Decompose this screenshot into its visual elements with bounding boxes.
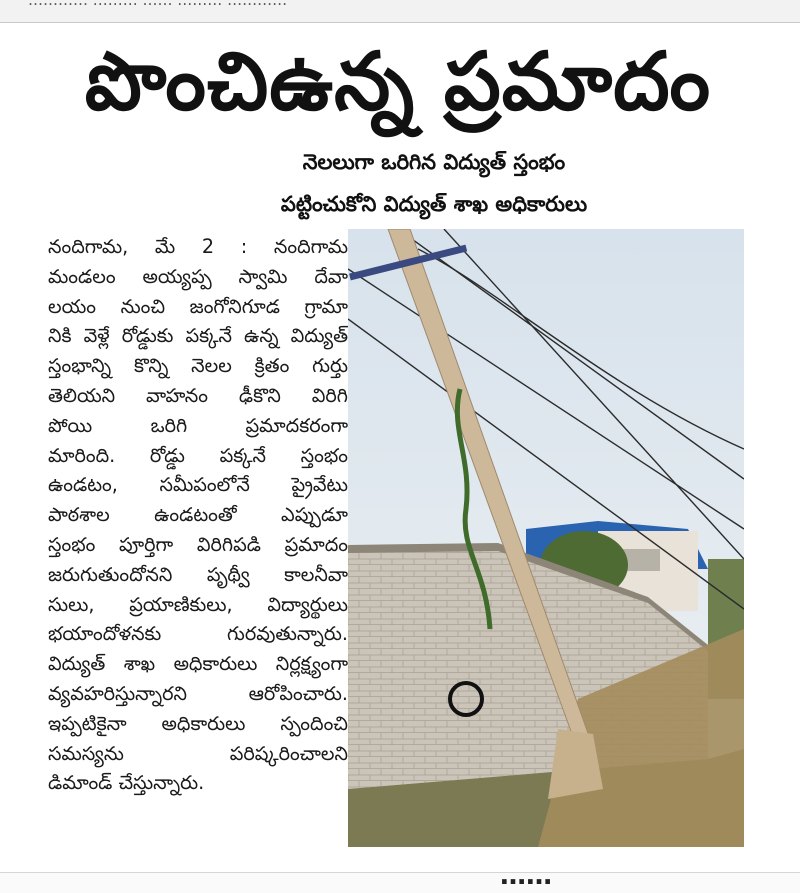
body-line: మారింది. రోడ్డు పక్కనే స్తంభం [48, 443, 348, 467]
bottom-clipping-strip [0, 861, 800, 893]
article-body [48, 232, 348, 798]
news-photo [348, 229, 744, 847]
body-line: భయాందోళనకు గురవుతున్నారు. [48, 622, 348, 646]
body-line: జరుగుతుందోనని పృథ్వీ కాలనీవా [48, 562, 348, 586]
body-line: విద్యుత్‌ శాఖ అధికారులు నిర్లక్ష్యంగా [48, 652, 348, 676]
body-line: సులు, ప్రయాణికులు, విద్యార్థులు [48, 592, 348, 616]
body-line: సమస్యను పరిష్కరించాలని [48, 741, 348, 765]
body-line: మండలం అయ్యప్ప స్వామి దేవా [48, 264, 348, 288]
body-line: పోయి ఒరిగి ప్రమాదకరంగా [48, 413, 348, 437]
body-line: నికి వెళ్లే రోడ్డుకు పక్కనే ఉన్న విద్యుత్‌ [48, 324, 348, 348]
body-line: ఉండటం, సమీపంలోనే ప్రైవేటు [48, 473, 348, 497]
photo-leaning-pole [348, 229, 744, 847]
cut-off-text: ………… ……… …… ……… ………… [28, 0, 288, 9]
news-article [36, 26, 760, 872]
body-line: స్తంభం పూర్తిగా విరిగిపడి ప్రమాదం [48, 532, 348, 556]
body-line: నందిగామ, మే 2 : నందిగామ [48, 235, 348, 258]
body-line: తెలియని వాహనం ఢీకొని విరిగి [48, 383, 348, 407]
top-clipping-strip [0, 0, 800, 23]
subheadline-2: పట్టించుకోని విద్యుత్‌ శాఖ అధికారులు [280, 192, 588, 216]
body-line: పాఠశాల ఉండటంతో ఎప్పుడూ [48, 503, 348, 527]
body-line: లయం నుంచి జంగోనిగూడ గ్రామా [48, 294, 348, 318]
body-line: డిమాండ్‌ చేస్తున్నారు. [48, 771, 205, 795]
headline: పొంచిఉన్న ప్రమాదం [84, 35, 712, 128]
body-line: స్తంభాన్ని కొన్ని నెలల క్రితం గుర్తు [48, 354, 348, 378]
body-line: వ్యవహరిస్తున్నారని ఆరోపించారు. [48, 681, 348, 705]
subheadline-1: నెలలుగా ఒరిగిన విద్యుత్‌ స్తంభం [302, 150, 566, 174]
body-line: ఇప్పటికైనా అధికారులు స్పందించి [48, 711, 348, 735]
cut-off-text: …… [500, 861, 552, 891]
